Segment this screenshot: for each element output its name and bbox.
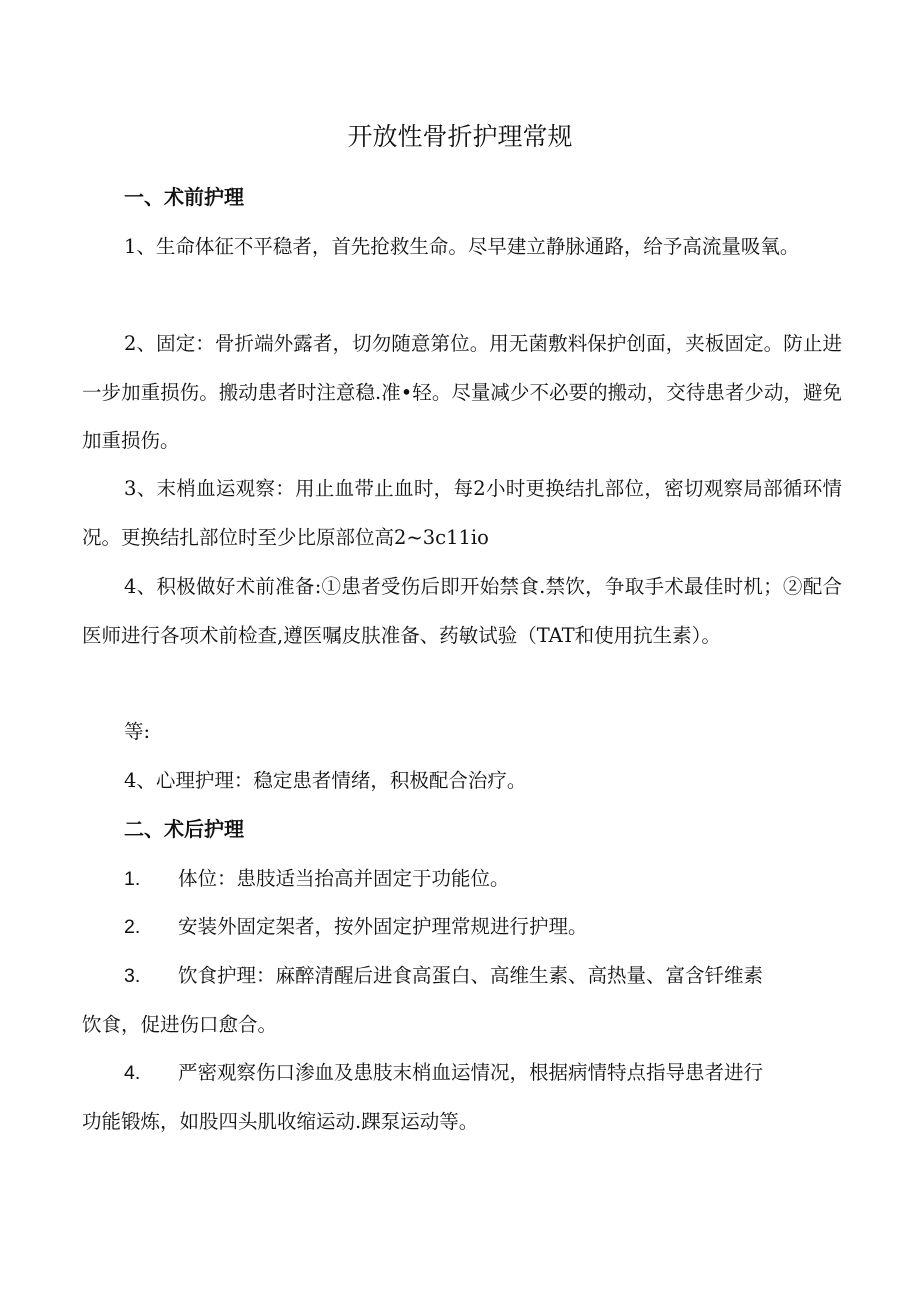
item-text: 安装外固定架者，按外固定护理常规进行护理。 (178, 915, 588, 938)
preop-paragraph-2: 2、固定：骨折端外露者，切勿随意第位。用无菌敷料保护创面，夹板固定。防止进一步加重损伤。搬动患者时注意稳.准•轻。尽量减少不必要的搬动，交待患者少动，避免加重损伤。 (82, 332, 842, 452)
section-heading-postop: 二、术后护理 (124, 817, 244, 841)
item-text: 严密观察伤口渗血及患肢末梢血运情况，根据病情特点指导患者进行 (178, 1061, 764, 1084)
preop-paragraph-3: 3、末梢血运观察：用止血带止血时，每2小时更换结扎部位，密切观察局部循环情况。更换结扎部位时至少比原部位高2~3c11io (82, 477, 842, 549)
item-number: 2. (124, 916, 141, 938)
postop-item-4 (82, 1049, 842, 1146)
postop-item-3 (82, 952, 842, 1049)
preop-paragraph-5: 等: (124, 720, 151, 743)
item-text-continued: 功能锻炼，如股四头肌收缩运动.踝泵运动等。 (82, 1109, 479, 1133)
item-number: 4. (124, 1062, 141, 1084)
item-number: 3. (124, 965, 141, 987)
item-number: 1. (124, 868, 141, 890)
document-title: 开放性骨折护理常规 (347, 122, 573, 151)
preop-paragraph-4: 4、积极做好术前准备:①患者受伤后即开始禁食.禁饮，争取手术最佳时机；②配合医师进行各项术前检查,遵医嘱皮肤准备、药敏试验（TAT和使用抗生素）。 (82, 575, 842, 647)
item-text: 饮食护理：麻醉清醒后进食高蛋白、高维生素、高热量、富含钎维素 (178, 964, 764, 987)
item-text: 体位：患肢适当抬高并固定于功能位。 (178, 867, 510, 890)
postop-item-1 (82, 855, 842, 904)
preop-paragraph-1: 1、生命体征不平稳者，首先抢救生命。尽早建立静脉通路，给予高流量吸氧。 (124, 235, 800, 258)
section-heading-preop: 一、术前护理 (124, 185, 244, 209)
preop-paragraph-6: 4、心理护理：稳定患者情绪，积极配合治疗。 (124, 769, 527, 792)
postop-item-2 (82, 903, 842, 952)
item-text-continued: 饮食，促进伤口愈合。 (82, 1012, 278, 1036)
